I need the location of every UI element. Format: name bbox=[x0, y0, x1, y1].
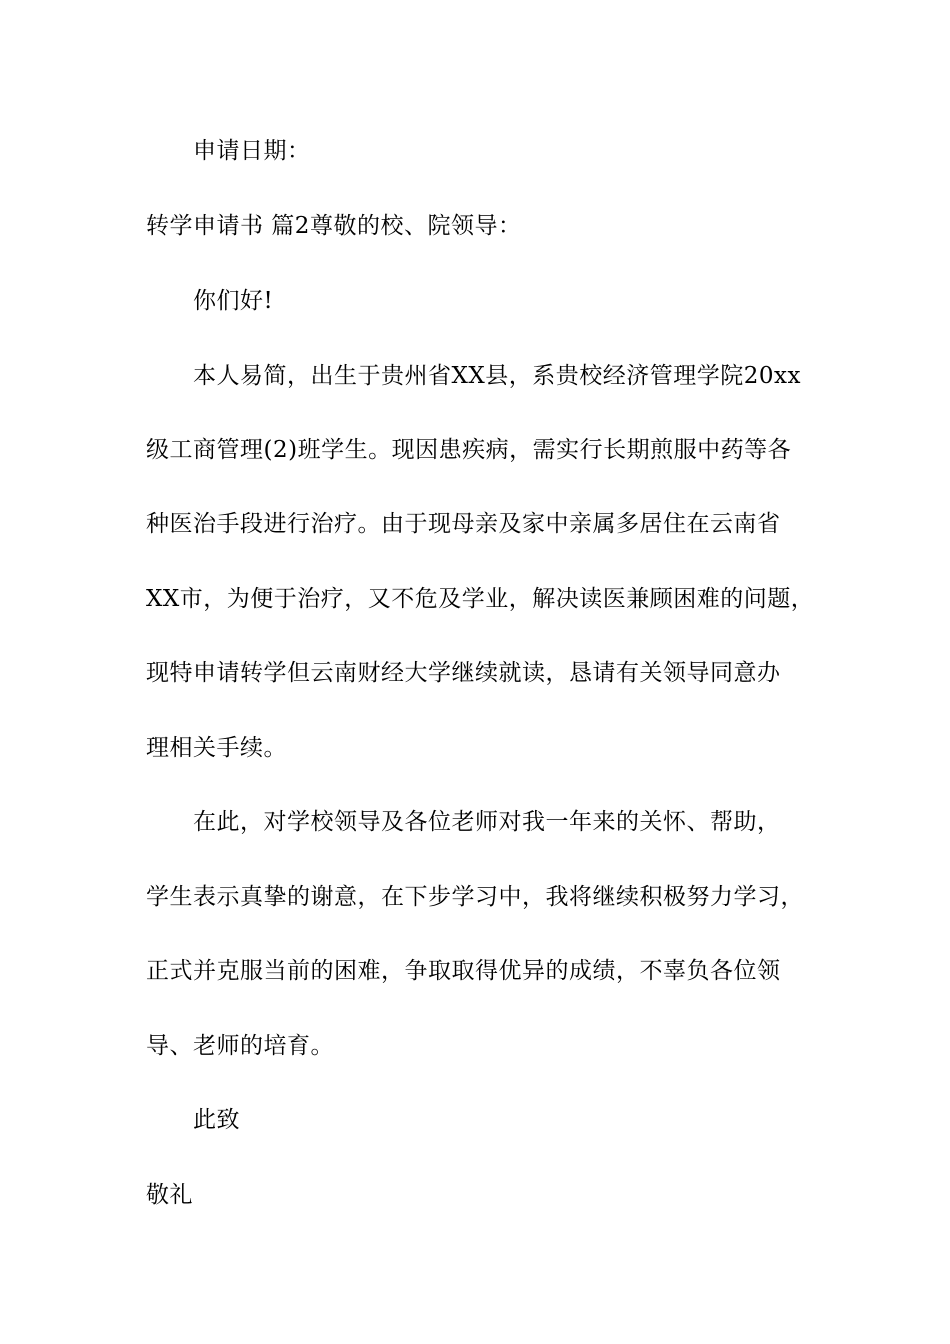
application-date-line: 申请日期： bbox=[193, 138, 311, 164]
greeting-line: 你们好! bbox=[193, 288, 274, 314]
paragraph-line: XX市，为便于治疗，又不危及学业，解决读医兼顾困难的问题， bbox=[146, 586, 815, 612]
paragraph-line: 理相关手续。 bbox=[146, 735, 287, 761]
paragraph-line: 在此，对学校领导及各位老师对我一年来的关怀、帮助， bbox=[193, 809, 781, 835]
paragraph-line: 种医治手段进行治疗。由于现母亲及家中亲属多居住在云南省 bbox=[146, 511, 781, 537]
salutation-line: 敬礼 bbox=[146, 1182, 193, 1208]
paragraph-line: 导、老师的培育。 bbox=[146, 1033, 334, 1059]
paragraph-line: 本人易简，出生于贵州省XX县，系贵校经济管理学院20xx bbox=[193, 363, 801, 389]
paragraph-line: 学生表示真挚的谢意，在下步学习中，我将继续积极努力学习， bbox=[146, 884, 804, 910]
closing-line: 此致 bbox=[193, 1107, 240, 1133]
title-line: 转学申请书 篇2尊敬的校、院领导： bbox=[146, 213, 522, 239]
paragraph-line: 级工商管理(2)班学生。现因患疾病，需实行长期煎服中药等各 bbox=[146, 437, 792, 463]
paragraph-line: 现特申请转学但云南财经大学继续就读，恳请有关领导同意办 bbox=[146, 660, 781, 686]
paragraph-line: 正式并克服当前的困难，争取取得优异的成绩，不辜负各位领 bbox=[146, 958, 781, 984]
